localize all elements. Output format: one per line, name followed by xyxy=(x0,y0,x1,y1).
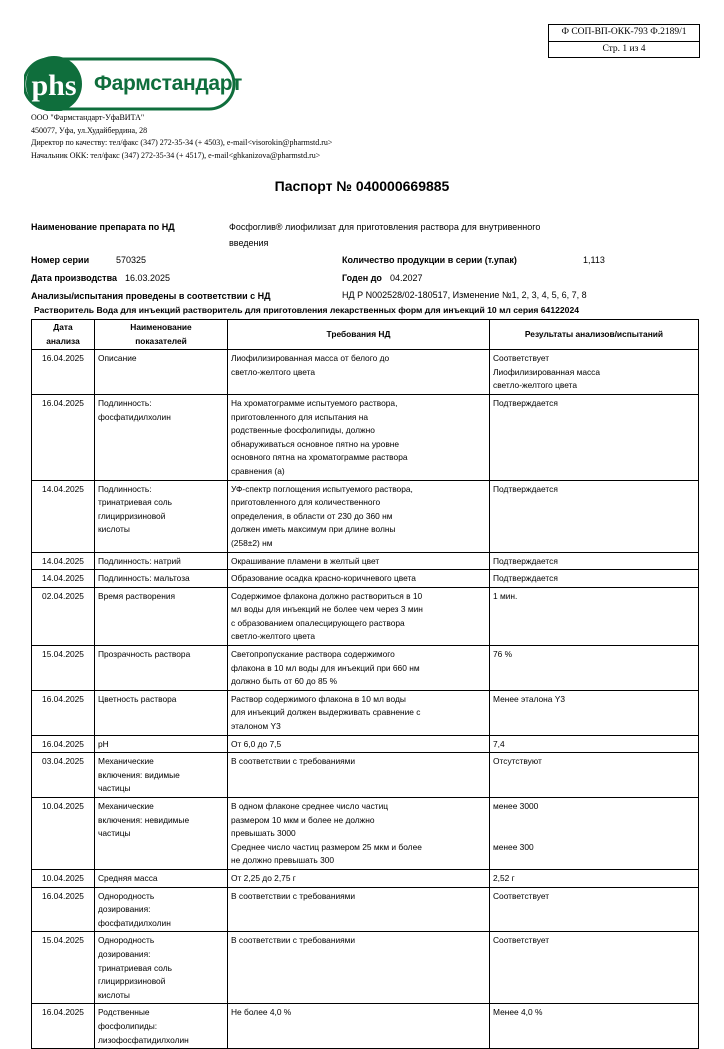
cell-requirement xyxy=(228,350,490,395)
product-value-line1: Фосфоглив® лиофилизат для приготовления раствора для внутривенного xyxy=(229,222,541,232)
cell-date: 02.04.2025 xyxy=(32,587,95,645)
cell-result xyxy=(490,1004,699,1049)
cell-indicator-name-line: Механические xyxy=(98,756,154,767)
cell-requirement-line: приготовленного для испытания на xyxy=(231,411,369,422)
cell-indicator-name-line: глицирризиновой xyxy=(98,510,166,521)
cell-result xyxy=(490,350,699,395)
cell-result xyxy=(490,646,699,691)
director-contact: Директор по качеству: тел/факс (347) 272-35-34 (+ 4503), e-mail<visorokin@pharmstd.ru> xyxy=(31,138,333,147)
company-logo xyxy=(24,55,242,111)
cell-result-line xyxy=(493,827,695,841)
cell-result xyxy=(490,570,699,588)
tests-value: НД Р N002528/02-180517, Изменение №1, 2, 3, 4, 5, 6, 7, 8 xyxy=(342,290,587,300)
cell-requirement xyxy=(228,394,490,480)
cell-result xyxy=(490,753,699,798)
cell-result-line: Отсутствуют xyxy=(493,756,542,767)
product-label: Наименование препарата по НД xyxy=(31,222,175,232)
cell-requirement-line: должен иметь максимум при длине волны xyxy=(231,524,396,535)
cell-requirement xyxy=(228,552,490,570)
cell-result-line: Подтверждается xyxy=(493,555,558,566)
series-label: Номер серии xyxy=(31,255,90,265)
table-header-row xyxy=(32,320,699,350)
cell-indicator-name-line: Однородность xyxy=(98,935,155,946)
cell-requirement-line: должно быть от 60 до 85 % xyxy=(231,676,338,687)
cell-requirement-line: мл воды для инъекций не более чем через 3 мин xyxy=(231,604,423,615)
cell-indicator-name xyxy=(95,753,228,798)
brand-name: Фармстандарт xyxy=(94,72,242,95)
cell-indicator-name xyxy=(95,932,228,1004)
cell-requirement xyxy=(228,1004,490,1049)
cell-indicator-name-line: дозирования: xyxy=(98,948,151,959)
header-name-line: показателей xyxy=(135,335,187,346)
cell-indicator-name-line: Средняя масса xyxy=(98,872,158,883)
cell-date: 15.04.2025 xyxy=(32,932,95,1004)
cell-requirement-line: превышать 3000 xyxy=(231,828,296,839)
expiry-value: 04.2027 xyxy=(390,273,423,283)
cell-requirement xyxy=(228,753,490,798)
cell-indicator-name xyxy=(95,552,228,570)
cell-indicator-name xyxy=(95,869,228,887)
cell-requirement-line: В соответствии с требованиями xyxy=(231,935,356,946)
cell-date: 14.04.2025 xyxy=(32,480,95,552)
table-row xyxy=(32,480,699,552)
cell-indicator-name-line: тринатриевая соль xyxy=(98,962,172,973)
table-row xyxy=(32,350,699,395)
table-row xyxy=(32,1004,699,1049)
cell-requirement-line: Среднее число частиц размером 25 мкм и более xyxy=(231,841,422,852)
cell-requirement-line: эталоном Y3 xyxy=(231,721,281,732)
cell-requirement xyxy=(228,646,490,691)
cell-requirement xyxy=(228,690,490,735)
cell-indicator-name-line: частицы xyxy=(98,828,131,839)
cell-requirement-line: флакона в 10 мл воды для инъекций при 660 нм xyxy=(231,662,420,673)
cell-requirement-line: приготовленного для количественного xyxy=(231,497,381,508)
cell-requirement xyxy=(228,798,490,870)
cell-indicator-name-line: Подлинность: мальтоза xyxy=(98,573,190,584)
cell-result-line xyxy=(493,814,695,828)
cell-indicator-name-line: глицирризиновой xyxy=(98,976,166,987)
table-row xyxy=(32,869,699,887)
cell-requirement-line: обнаруживаться основное пятно на уровне xyxy=(231,438,400,449)
form-code-box xyxy=(548,24,700,58)
cell-requirement-line: светло-желтого цвета xyxy=(231,366,316,377)
quantity-value: 1,113 xyxy=(583,255,605,265)
cell-result-line: Подтверждается xyxy=(493,397,558,408)
cell-result-line: Лиофилизированная масса xyxy=(493,366,601,377)
cell-requirement-line: сравнения (а) xyxy=(231,465,285,476)
cell-requirement xyxy=(228,887,490,932)
cell-date: 15.04.2025 xyxy=(32,646,95,691)
cell-indicator-name xyxy=(95,480,228,552)
cell-result xyxy=(490,735,699,753)
production-date-value: 16.03.2025 xyxy=(125,273,171,283)
cell-date: 16.04.2025 xyxy=(32,350,95,395)
cell-indicator-name-line: фосфатидилхолин xyxy=(98,917,171,928)
cell-requirement-line: Не более 4,0 % xyxy=(231,1007,292,1018)
cell-indicator-name xyxy=(95,394,228,480)
expiry-label: Годен до xyxy=(342,273,382,283)
table-row xyxy=(32,798,699,870)
header-date xyxy=(32,320,95,350)
cell-indicator-name-line: Цветность раствора xyxy=(98,693,177,704)
tests-label: Анализы/испытания проведены в соответствии с НД xyxy=(31,291,271,301)
cell-result-line xyxy=(493,854,695,868)
cell-result-line: Менее эталона Y3 xyxy=(493,693,565,704)
cell-indicator-name xyxy=(95,690,228,735)
cell-result xyxy=(490,587,699,645)
cell-indicator-name-line: фосфатидилхолин xyxy=(98,411,171,422)
table-row xyxy=(32,690,699,735)
table-row xyxy=(32,570,699,588)
cell-indicator-name-line: дозирования: xyxy=(98,904,151,915)
header-date-line: анализа xyxy=(46,335,80,346)
cell-result-line: Соответствует xyxy=(493,890,550,901)
cell-indicator-name-line: тринатриевая соль xyxy=(98,497,172,508)
cell-requirement-line: Окрашивание пламени в желтый цвет xyxy=(231,555,380,566)
cell-result-line: светло-желтого цвета xyxy=(493,380,578,391)
cell-result xyxy=(490,552,699,570)
table-row xyxy=(32,552,699,570)
cell-result-line: 1 мин. xyxy=(493,590,518,601)
cell-indicator-name xyxy=(95,1004,228,1049)
page-number: Стр. 1 из 4 xyxy=(602,44,646,54)
cell-date: 16.04.2025 xyxy=(32,690,95,735)
product-value-line2: введения xyxy=(229,238,269,248)
cell-indicator-name xyxy=(95,646,228,691)
cell-date: 16.04.2025 xyxy=(32,1004,95,1049)
cell-result-line: Соответствует xyxy=(493,353,550,364)
cell-requirement-line: От 2,25 до 2,75 г xyxy=(231,872,296,883)
cell-indicator-name-line: Подлинность: xyxy=(98,483,152,494)
cell-result-line: менее 300 xyxy=(493,841,534,852)
cell-requirement xyxy=(228,587,490,645)
cell-indicator-name-line: Однородность xyxy=(98,890,155,901)
cell-result-line: Соответствует xyxy=(493,935,550,946)
cell-result xyxy=(490,932,699,1004)
cell-requirement-line: Лиофилизированная масса от белого до xyxy=(231,353,390,364)
cell-result xyxy=(490,690,699,735)
cell-requirement-line: с образованием опалесцирующего раствора xyxy=(231,617,405,628)
cell-indicator-name-line: Подлинность: xyxy=(98,397,152,408)
cell-date: 14.04.2025 xyxy=(32,552,95,570)
cell-date: 10.04.2025 xyxy=(32,798,95,870)
cell-indicator-name-line: Подлинность: натрий xyxy=(98,555,181,566)
cell-requirement-line: Раствор содержимого флакона в 10 мл воды xyxy=(231,693,406,704)
cell-indicator-name xyxy=(95,570,228,588)
table-row xyxy=(32,587,699,645)
cell-indicator-name xyxy=(95,350,228,395)
head-contact: Начальник ОКК: тел/факс (347) 272-35-34 (+ 4517), e-mail<ghkanizova@pharmstd.ru> xyxy=(31,150,321,160)
cell-requirement-line: светло-желтого цвета xyxy=(231,631,316,642)
cell-result xyxy=(490,869,699,887)
production-date-label: Дата производства xyxy=(31,273,117,283)
header-date-line: Дата xyxy=(53,322,73,332)
logo-letters: phs xyxy=(31,69,77,102)
cell-requirement-line: В соответствии с требованиями xyxy=(231,890,356,901)
cell-indicator-name-line: кислоты xyxy=(98,989,130,1000)
cell-requirement xyxy=(228,932,490,1004)
table-row xyxy=(32,932,699,1004)
header-requirements: Требования НД xyxy=(228,320,490,350)
cell-requirement-line: УФ-спектр поглощения испытуемого раствора, xyxy=(231,483,413,494)
company-info xyxy=(31,112,332,162)
cell-indicator-name-line: включения: видимые xyxy=(98,769,180,780)
page-title: Паспорт № 040000669885 xyxy=(274,178,450,194)
cell-indicator-name xyxy=(95,798,228,870)
cell-indicator-name-line: лизофосфатидилхолин xyxy=(98,1034,189,1045)
quantity-label: Количество продукции в серии (т.упак) xyxy=(342,255,517,265)
test-results-table xyxy=(31,319,699,1049)
cell-indicator-name-line: Описание xyxy=(98,353,137,364)
cell-result xyxy=(490,798,699,870)
cell-result xyxy=(490,887,699,932)
cell-requirement xyxy=(228,869,490,887)
cell-requirement-line: определения, в области от 230 до 360 нм xyxy=(231,510,393,521)
form-code: Ф СОП-ВП-ОКК-793 Ф.2189/1 xyxy=(549,25,699,42)
cell-requirement-line: Содержимое флакона должно раствориться в 10 xyxy=(231,590,423,601)
cell-indicator-name-line: Прозрачность раствора xyxy=(98,649,191,660)
cell-indicator-name-line: кислоты xyxy=(98,524,130,535)
cell-requirement-line: размером 10 мкм и более не должно xyxy=(231,814,375,825)
cell-indicator-name-line: Время растворения xyxy=(98,590,176,601)
cell-requirement-line: не должно превышать 300 xyxy=(231,855,335,866)
cell-requirement-line: В одном флаконе среднее число частиц xyxy=(231,801,389,811)
cell-requirement-line: основного пятна на хроматограмме раствора xyxy=(231,452,408,463)
cell-indicator-name-line: Родственные xyxy=(98,1007,150,1018)
cell-requirement-line: для инъекций должен выдерживать сравнение с xyxy=(231,707,421,718)
cell-date: 16.04.2025 xyxy=(32,887,95,932)
cell-requirement-line: (258±2) нм xyxy=(231,537,273,548)
cell-date: 10.04.2025 xyxy=(32,869,95,887)
table-row xyxy=(32,394,699,480)
cell-result-line: менее 3000 xyxy=(493,801,539,811)
cell-date: 03.04.2025 xyxy=(32,753,95,798)
cell-requirement xyxy=(228,570,490,588)
cell-requirement-line: На хроматограмме испытуемого раствора, xyxy=(231,397,398,408)
cell-date: 16.04.2025 xyxy=(32,394,95,480)
cell-date: 16.04.2025 xyxy=(32,735,95,753)
cell-requirement xyxy=(228,480,490,552)
series-value: 570325 xyxy=(116,255,147,265)
cell-indicator-name-line: частицы xyxy=(98,783,131,794)
table-row xyxy=(32,646,699,691)
cell-requirement-line: В соответствии с требованиями xyxy=(231,756,356,767)
cell-indicator-name-line: включения: невидимые xyxy=(98,814,190,825)
cell-indicator-name-line: pH xyxy=(98,738,109,749)
cell-indicator-name-line: Механические xyxy=(98,801,154,811)
company-address: 450077, Уфа, ул.Худайбердина, 28 xyxy=(31,125,148,135)
cell-requirement-line: родственные фосфолипиды, должно xyxy=(231,425,375,436)
cell-requirement-line: Образование осадка красно-коричневого цвета xyxy=(231,573,416,584)
table-row xyxy=(32,887,699,932)
table-row xyxy=(32,735,699,753)
cell-indicator-name-line: фосфолипиды: xyxy=(98,1020,158,1031)
cell-result-line: 76 % xyxy=(493,649,513,660)
cell-indicator-name xyxy=(95,735,228,753)
cell-date: 14.04.2025 xyxy=(32,570,95,588)
solvent-subtitle: Растворитель Вода для инъекций растворитель для приготовления лекарственных форм для инъекций 10 мл серия 64122024 xyxy=(34,305,580,315)
cell-requirement-line: Светопропускание раствора содержимого xyxy=(231,649,395,660)
cell-result-line: Подтверждается xyxy=(493,483,558,494)
cell-indicator-name xyxy=(95,887,228,932)
company-name: ООО "Фармстандарт-УфаВИТА" xyxy=(31,113,145,122)
header-results: Результаты анализов/испытаний xyxy=(490,320,699,350)
header-name xyxy=(95,320,228,350)
table-row xyxy=(32,753,699,798)
cell-result xyxy=(490,394,699,480)
cell-result-line: Менее 4,0 % xyxy=(493,1007,543,1018)
cell-result xyxy=(490,480,699,552)
cell-indicator-name xyxy=(95,587,228,645)
cell-requirement-line: От 6,0 до 7,5 xyxy=(231,738,282,749)
cell-requirement xyxy=(228,735,490,753)
header-name-line: Наименование xyxy=(130,322,192,332)
cell-result-line: 2,52 г xyxy=(493,872,515,883)
cell-result-line: Подтверждается xyxy=(493,573,558,584)
cell-result-line: 7,4 xyxy=(493,738,505,749)
